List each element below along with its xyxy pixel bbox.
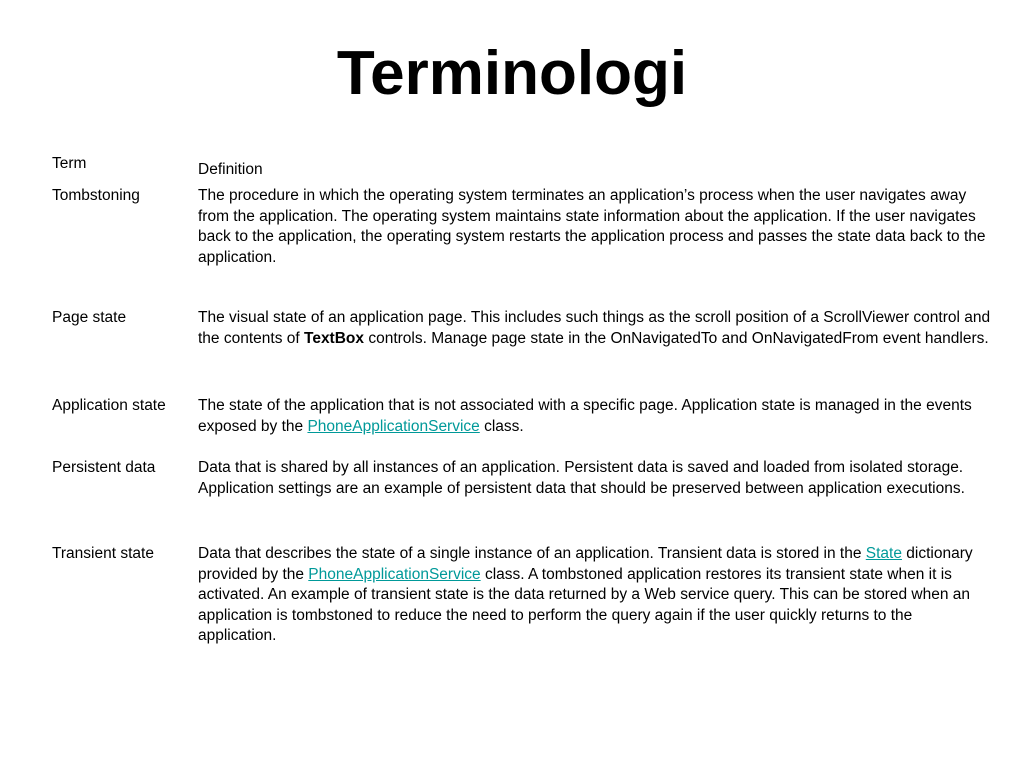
definition-text: class. A tombstoned application restores its transient state when it is activated. An example of transient state is the data returned by a Web service query. This can be stored when an application is tombstoned to reduce the need to perform the query again if the user quickly returns to the application. (198, 565, 970, 644)
definition-text: The state of the application that is not associated with a specific page. Application state is managed in the events exposed by the (198, 397, 972, 435)
definition-persistent-data: Data that is shared by all instances of an application. Persistent data is saved and loaded from isolated storage. Application settings are an example of persistent data that should be preserved between application executions. (198, 459, 965, 497)
table-row-persistent-data (52, 458, 992, 544)
definition-transient-state (198, 544, 992, 647)
terminology-table (52, 154, 992, 654)
term-application-state: Application state (52, 397, 166, 414)
table-row-transient-state (52, 544, 992, 654)
table-header-row (52, 154, 992, 186)
phoneapplicationservice-link[interactable]: PhoneApplicationService (307, 417, 480, 435)
table-row-tombstoning (52, 186, 992, 308)
header-term: Term (52, 155, 87, 172)
definition-application-state (198, 396, 992, 437)
term-tombstoning: Tombstoning (52, 187, 140, 204)
table-row-application-state (52, 396, 992, 458)
header-definition: Definition (198, 161, 263, 178)
table-row-page-state (52, 308, 992, 396)
slide-title: Terminologi (336, 39, 688, 108)
definition-text: class. (479, 417, 524, 435)
term-page-state: Page state (52, 309, 127, 326)
definition-text: dictionary provided by the (198, 545, 973, 583)
definition-page-state (198, 308, 992, 349)
definition-text: Data that describes the state of a single instance of an application. Transient data is stored in the (198, 545, 866, 562)
term-transient-state: Transient state (52, 545, 154, 562)
definition-text: The visual state of an application page. This includes such things as the scroll position of a ScrollViewer control and the contents of (198, 309, 991, 347)
term-persistent-data: Persistent data (52, 459, 156, 476)
state-link[interactable]: State (865, 545, 902, 562)
definition-tombstoning: The procedure in which the operating system terminates an application’s process when the user navigates away from the application. The operating system maintains state information about the application. If the user navigates back to the application, the operating system restarts the application process and passes the state data back to the application. (198, 187, 986, 266)
phoneapplicationservice-link[interactable]: PhoneApplicationService (308, 565, 481, 583)
textbox-bold-term: TextBox (304, 329, 365, 347)
definition-text: controls. Manage page state in the OnNavigatedTo and OnNavigatedFrom event handlers. (364, 329, 989, 347)
